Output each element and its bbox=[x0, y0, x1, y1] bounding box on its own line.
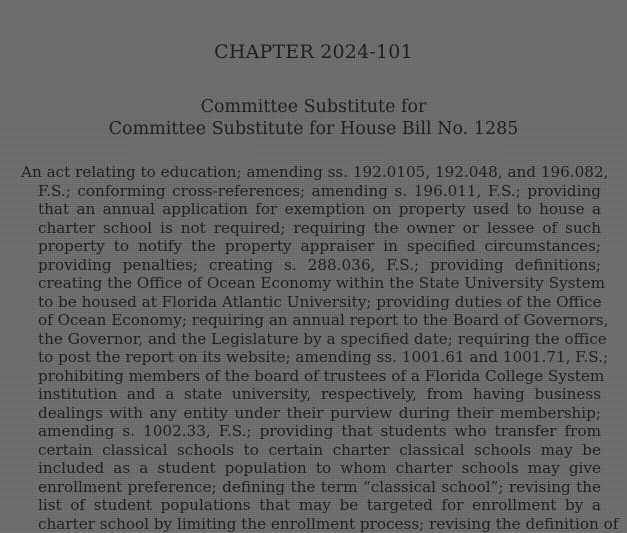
subtitle-line: Committee Substitute for House Bill No. 1285 bbox=[0, 118, 627, 140]
body-line: charter school by limiting the enrollment process; revising the definition of bbox=[21, 515, 601, 533]
body-line: F.S.; conforming cross-references; amending s. 196.011, F.S.; providing bbox=[21, 182, 601, 201]
body-line: providing penalties; creating s. 288.036, F.S.; providing definitions; bbox=[21, 256, 601, 275]
body-line: dealings with any entity under their purview during their membership; bbox=[21, 404, 601, 423]
body-line: amending s. 1002.33, F.S.; providing that students who transfer from bbox=[21, 422, 601, 441]
subtitle-line: Committee Substitute for bbox=[0, 96, 627, 118]
body-line: to be housed at Florida Atlantic University; providing duties of the Office bbox=[21, 293, 601, 312]
chapter-heading: CHAPTER 2024-101 bbox=[0, 41, 627, 63]
bill-body bbox=[21, 163, 601, 533]
body-line: of Ocean Economy; requiring an annual report to the Board of Governors, bbox=[21, 311, 601, 330]
body-line: enrollment preference; defining the term “classical school”; revising the bbox=[21, 478, 601, 497]
body-line: creating the Office of Ocean Economy within the State University System bbox=[21, 274, 601, 293]
body-line: to post the report on its website; amending ss. 1001.61 and 1001.71, F.S.; bbox=[21, 348, 601, 367]
body-line: charter school is not required; requiring the owner or lessee of such bbox=[21, 219, 601, 238]
body-line: the Governor, and the Legislature by a specified date; requiring the office bbox=[21, 330, 601, 349]
body-line: list of student populations that may be targeted for enrollment by a bbox=[21, 496, 601, 515]
body-line: included as a student population to whom charter schools may give bbox=[21, 459, 601, 478]
body-line: property to notify the property appraiser in specified circumstances; bbox=[21, 237, 601, 256]
body-line: that an annual application for exemption on property used to house a bbox=[21, 200, 601, 219]
body-line: An act relating to education; amending ss. 192.0105, 192.048, and 196.082, bbox=[21, 163, 601, 182]
body-line: certain classical schools to certain charter classical schools may be bbox=[21, 441, 601, 460]
body-line: prohibiting members of the board of trustees of a Florida College System bbox=[21, 367, 601, 386]
bill-subtitle bbox=[0, 96, 627, 140]
body-line: institution and a state university, respectively, from having business bbox=[21, 385, 601, 404]
